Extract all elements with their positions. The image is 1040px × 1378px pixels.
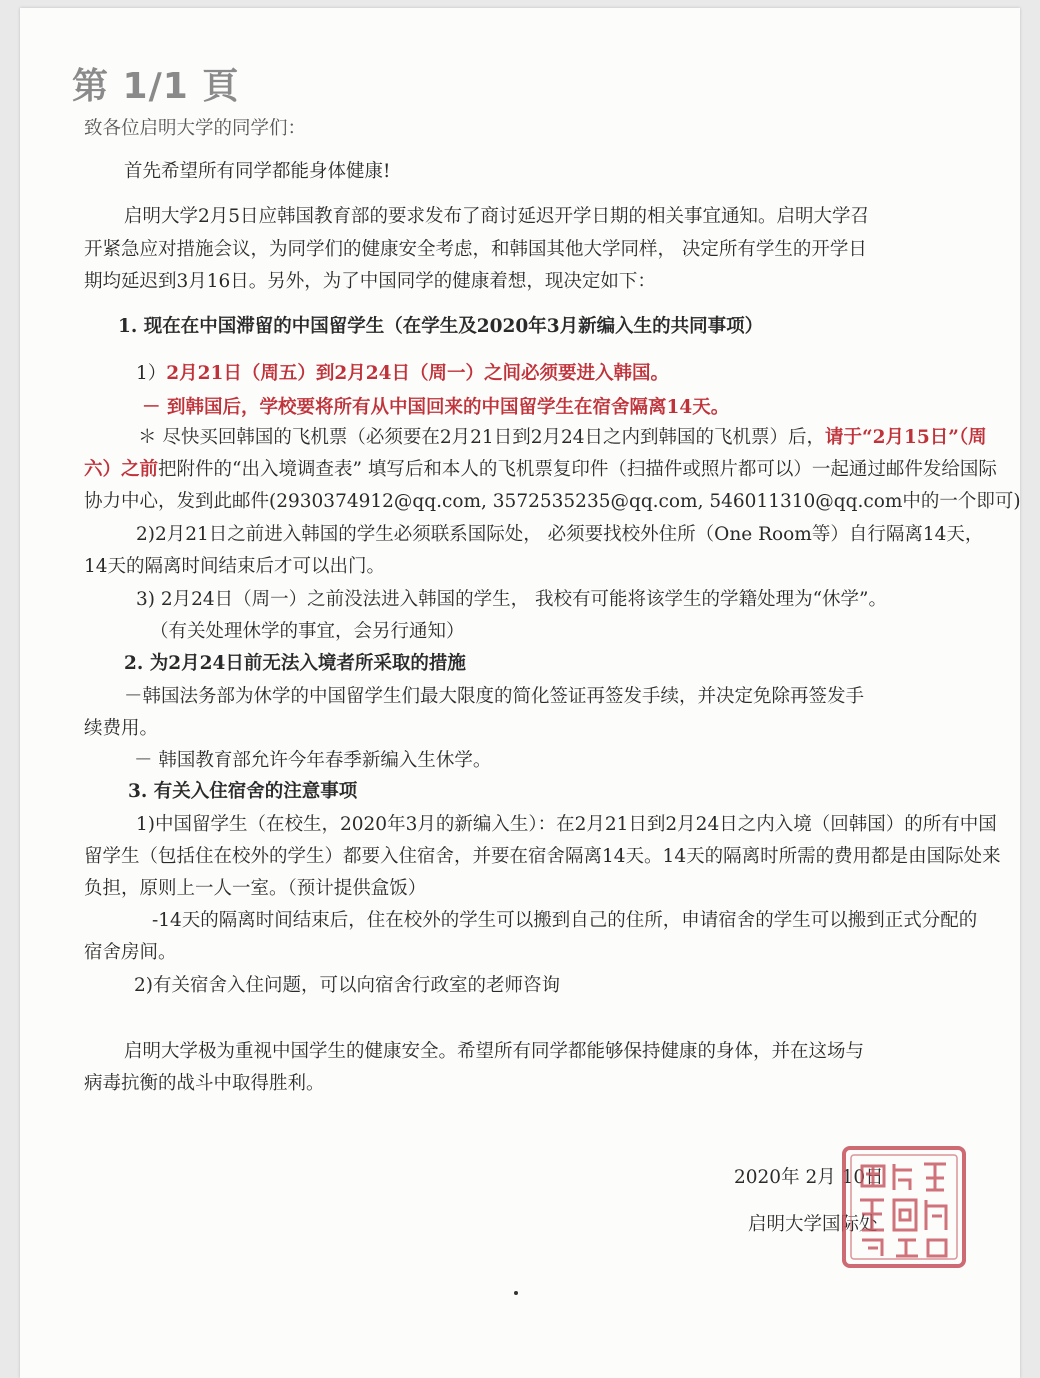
intro-line-2: 开紧急应对措施会议，为同学们的健康安全考虑，和韩国其他大学同样， 决定所有学生的开学日 (84, 239, 867, 260)
section-2-heading: 2. 为2月24日前无法入境者所采取的措施 (124, 653, 466, 674)
section-3-note-line-1: -14天的隔离时间结束后，住在校外的学生可以搬到自己的住所，申请宿舍的学生可以搬到正式分配的 (152, 910, 978, 931)
closing-line-1: 启明大学极为重视中国学生的健康安全。希望所有同学都能够保持健康的身体，并在这场与 (124, 1041, 865, 1062)
ticket-instruction-line-2 (84, 458, 997, 482)
opening-line: 首先希望所有同学都能身体健康! (124, 161, 391, 182)
section-3-item-1-line-1: 1)中国留学生（在校生，2020年3月的新编入生）：在2月21日到2月24日之内入境（回韩国）的所有中国 (136, 814, 997, 835)
section-1-item-3-note: （有关处理休学的事宜，会另行通知） (150, 621, 465, 642)
entry-deadline-text: 2月21日（周五）到2月24日（周一）之间必须要进入韩国。 (166, 363, 670, 384)
section-3-heading: 3. 有关入住宿舍的注意事项 (128, 781, 358, 802)
official-seal-stamp (840, 1144, 968, 1270)
section-3-item-1-line-2: 留学生（包括住在校外的学生）都要入住宿舍，并要在宿舍隔离14天。14天的隔离时所需的费用都是由国际处来 (84, 846, 1001, 867)
section-1-heading: 1. 现在在中国滞留的中国留学生（在学生及2020年3月新编入生的共同事项） (118, 316, 764, 337)
ticket-instruction-text: ＊ 尽快买回韩国的飞机票（必须要在2月21日到2月24日之内到韩国的飞机票）后， (138, 427, 826, 448)
quarantine-notice: － 到韩国后，学校要将所有从中国回来的中国留学生在宿舍隔离14天。 (142, 397, 730, 418)
intro-line-3: 期均延迟到3月16日。另外，为了中国同学的健康着想，现决定如下： (84, 271, 656, 292)
section-3-item-2: 2)有关宿舍入住问题，可以向宿舍行政室的老师咨询 (134, 975, 560, 996)
section-1-item-2-line-1: 2)2月21日之前进入韩国的学生必须联系国际处， 必须要找校外住所（One Room等）自行隔离14天， (136, 524, 984, 545)
signature-date: 2020年 2月 10日 (734, 1167, 884, 1188)
section-1-item-1 (136, 362, 669, 386)
section-3-item-1-line-3: 负担，原则上一人一室。（预计提供盒饭） (84, 878, 427, 899)
survey-deadline-text: 请于“2月15日”（周 (825, 427, 987, 448)
intro-line-1: 启明大学2月5日应韩国教育部的要求发布了商讨延迟开学日期的相关事宜通知。启明大学召 (124, 206, 870, 227)
greeting: 致各位启明大学的同学们： (84, 118, 307, 139)
ticket-instruction-line-3: 协力中心，发到此邮件(2930374912@qq.com, 3572535235@qq.com, 546011310@qq.com中的一个即可) (84, 491, 1021, 512)
section-1-item-2-line-2: 14天的隔离时间结束后才可以出门。 (84, 556, 386, 577)
page-speck (514, 1291, 518, 1295)
closing-line-2: 病毒抗衡的战斗中取得胜利。 (84, 1073, 325, 1094)
ticket-instruction-line-1 (138, 426, 987, 450)
section-1-item-3: 3) 2月24日（周一）之前没法进入韩国的学生， 我校有可能将该学生的学籍处理为“休学”。 (136, 589, 887, 610)
section-2-line-3: － 韩国教育部允许今年春季新编入生休学。 (134, 750, 492, 771)
section-2-line-2: 续费用。 (84, 718, 159, 739)
section-2-line-1: －韩国法务部为休学的中国留学生们最大限度的简化签证再签发手续，并决定免除再签发手 (124, 686, 865, 707)
page-indicator: 第 1/1 頁 (72, 66, 240, 107)
item-1-prefix: 1） (136, 363, 167, 384)
survey-deadline-text-cont: 六）之前 (84, 459, 159, 480)
survey-instruction-text: 把附件的“出入境调查表” 填写后和本人的飞机票复印件（扫描件或照片都可以）一起通过邮件发给国际 (158, 459, 997, 480)
section-3-note-line-2: 宿舍房间。 (84, 942, 177, 963)
signature-issuer: 启明大学国际处 (748, 1214, 878, 1235)
